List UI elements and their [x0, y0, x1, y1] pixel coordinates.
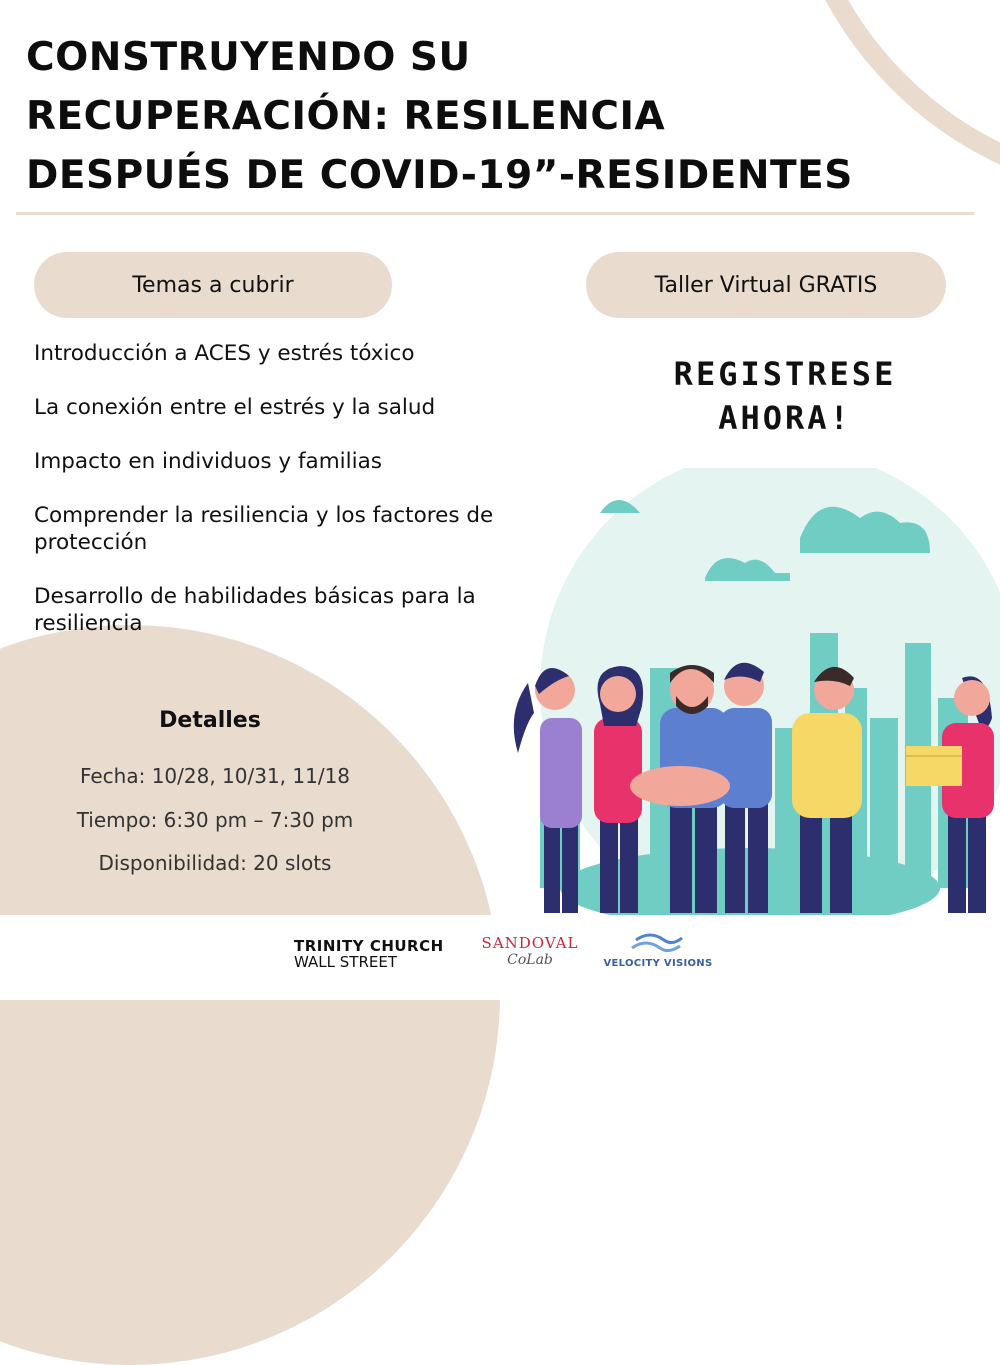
details-date: Fecha: 10/28, 10/31, 11/18: [79, 764, 351, 788]
velocity-visions-logo: VELOCITY VISIONS: [596, 932, 720, 969]
topics-list: [34, 340, 554, 664]
details-time: Tiempo: 6:30 pm – 7:30 pm: [76, 808, 354, 832]
details-heading: Detalles: [159, 708, 261, 733]
register-now-call-to-action[interactable]: REGISTRESE AHORA!: [673, 355, 897, 437]
people-illustration: [500, 468, 1000, 915]
topic-item: La conexión entre el estrés y la salud: [34, 395, 436, 420]
page-title: CONSTRUYENDO SU RECUPERACIÓN: RESILENCIA DESPUÉS DE COVID-19”-RESIDENTES: [26, 35, 853, 198]
topic-item: Impacto en individuos y familias: [34, 449, 382, 474]
topic-item: Comprender la resiliencia y los factores de protección: [34, 503, 494, 555]
trinity-church-logo: TRINITY CHURCH WALL STREET: [294, 937, 444, 971]
virtual-workshop-pill: Taller Virtual GRATIS: [586, 252, 946, 318]
title-divider: [16, 212, 974, 215]
topic-item: Desarrollo de habilidades básicas para la resiliencia: [34, 584, 476, 636]
topic-item: Introducción a ACES y estrés tóxico: [34, 341, 415, 366]
topics-pill: Temas a cubrir: [34, 252, 392, 318]
wave-icon: [628, 932, 688, 954]
details-availability: Disponibilidad: 20 slots: [98, 851, 332, 875]
sandoval-colab-logo: SANDOVAL CoLab: [481, 934, 579, 968]
joined-hands: [630, 766, 730, 806]
